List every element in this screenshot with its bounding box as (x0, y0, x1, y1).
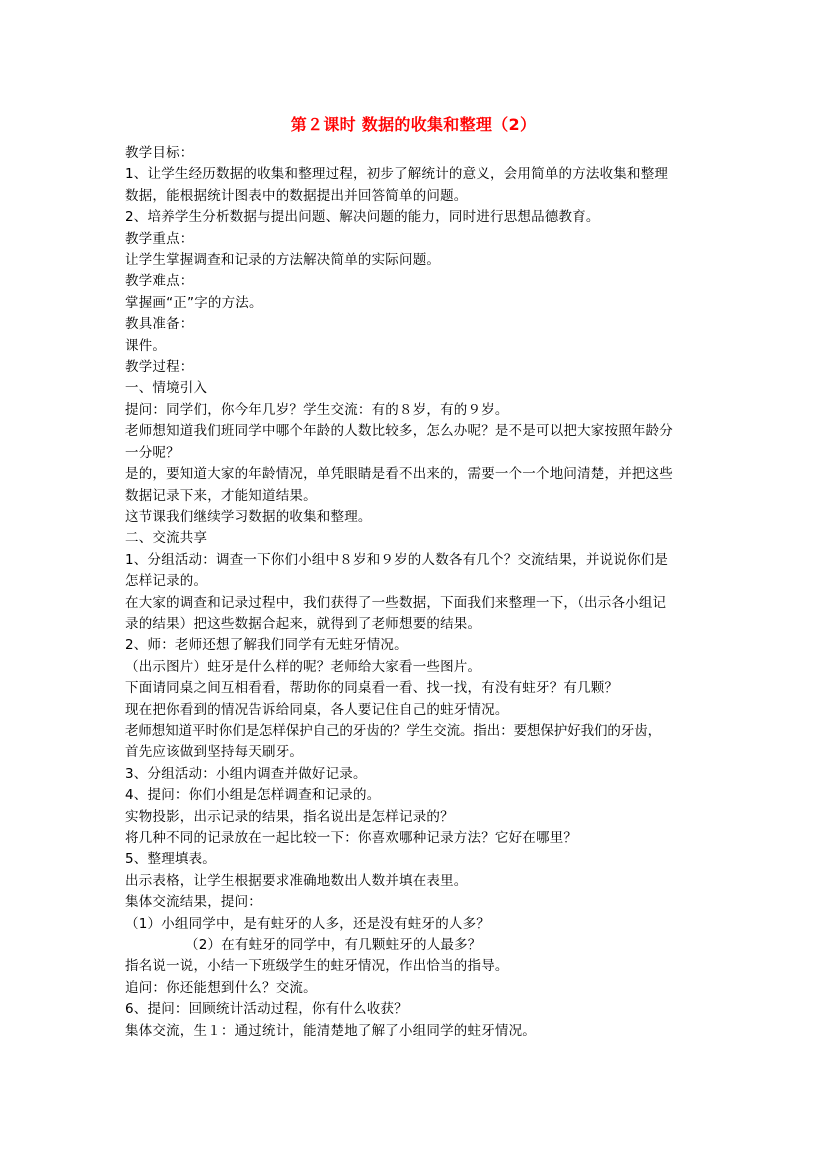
body-line: 数据记录下来，才能知道结果。 (125, 487, 317, 504)
body-line: （出示图片）蛀牙是什么样的呢？老师给大家看一些图片。 (125, 658, 482, 675)
body-line: 追问：你还能想到什么？交流。 (125, 979, 317, 996)
subsection-heading: 二、交流共享 (125, 530, 208, 547)
section-heading-key-points: 教学重点： (125, 230, 194, 247)
body-line: 在大家的调查和记录过程中，我们获得了一些数据，下面我们来整理一下，（出示各小组记 (125, 594, 667, 611)
body-line: 集体交流，生１：通过统计，能清楚地了解了小组同学的蛀牙情况。 (125, 1022, 536, 1039)
body-line: 下面请同桌之间互相看看，帮助你的同桌看一看、找一找，有没有蛀牙？有几颗？ (125, 680, 619, 697)
body-line: 实物投影，出示记录的结果，指名说出是怎样记录的？ (125, 808, 454, 825)
body-line: 让学生掌握调查和记录的方法解决简单的实际问题。 (125, 252, 441, 269)
body-line: 掌握画“正”字的方法。 (125, 294, 263, 311)
body-line: 2、培养学生分析数据与提出问题、解决问题的能力，同时进行思想品德教育。 (125, 209, 600, 226)
body-line: 课件。 (125, 337, 167, 354)
body-line: 怎样记录的。 (125, 573, 208, 590)
body-line: 4、提问：你们小组是怎样调查和记录的。 (125, 787, 381, 804)
body-line: 一分呢？ (125, 444, 180, 461)
body-line: 6、提问：回顾统计活动过程，你有什么收获？ (125, 1001, 408, 1018)
body-line: 老师想知道平时你们是怎样保护自己的牙齿的？学生交流。指出：要想保护好我们的牙齿， (125, 722, 661, 739)
body-line: 现在把你看到的情况告诉给同桌，各人要记住自己的蛀牙情况。 (125, 701, 509, 718)
document-title: 第２课时 数据的收集和整理（2） (290, 115, 537, 134)
body-line: 3、分组活动：小组内调查并做好记录。 (125, 765, 367, 782)
body-line: 首先应该做到坚持每天刷牙。 (125, 744, 304, 761)
question-item: （1）小组同学中，是有蛀牙的人多，还是没有蛀牙的人多？ (125, 915, 490, 932)
subsection-heading: 一、情境引入 (125, 380, 208, 397)
question-item: （2）在有蛀牙的同学中，有几颗蛀牙的人最多？ (185, 937, 482, 954)
body-line: 是的，要知道大家的年龄情况，单凭眼睛是看不出来的，需要一个一个地问清楚，并把这些 (125, 466, 673, 483)
body-line: 5、整理填表。 (125, 851, 216, 868)
body-line: 集体交流结果，提问： (125, 894, 262, 911)
body-line: 老师想知道我们班同学中哪个年龄的人数比较多，怎么办呢？是不是可以把大家按照年龄分 (125, 423, 673, 440)
body-line: 将几种不同的记录放在一起比较一下：你喜欢哪种记录方法？它好在哪里？ (125, 830, 578, 846)
section-heading-materials: 教具准备： (125, 316, 194, 333)
section-heading-objectives: 教学目标： (125, 145, 194, 161)
body-line: 提问：同学们，你今年几岁？学生交流：有的８岁，有的９岁。 (125, 401, 509, 418)
body-line: 2、师：老师还想了解我们同学有无蛀牙情况。 (125, 637, 408, 654)
section-heading-process: 教学过程： (125, 359, 194, 376)
body-line: 1、分组活动：调查一下你们小组中８岁和９岁的人数各有几个？交流结果，并说说你们是 (125, 551, 669, 568)
body-line: 出示表格，让学生根据要求准确地数出人数并填在表里。 (125, 872, 468, 889)
document-body (125, 143, 715, 1042)
section-heading-difficulties: 教学难点： (125, 273, 194, 290)
body-line: 指名说一说，小结一下班级学生的蛀牙情况，作出恰当的指导。 (125, 958, 509, 975)
body-line: 录的结果）把这些数据合起来，就得到了老师想要的结果。 (125, 615, 482, 632)
body-line: 数据，能根据统计图表中的数据提出并回答简单的问题。 (125, 187, 468, 204)
body-line: 这节课我们继续学习数据的收集和整理。 (125, 508, 372, 525)
body-line: 1、让学生经历数据的收集和整理过程，初步了解统计的意义，会用简单的方法收集和整理 (125, 166, 669, 183)
